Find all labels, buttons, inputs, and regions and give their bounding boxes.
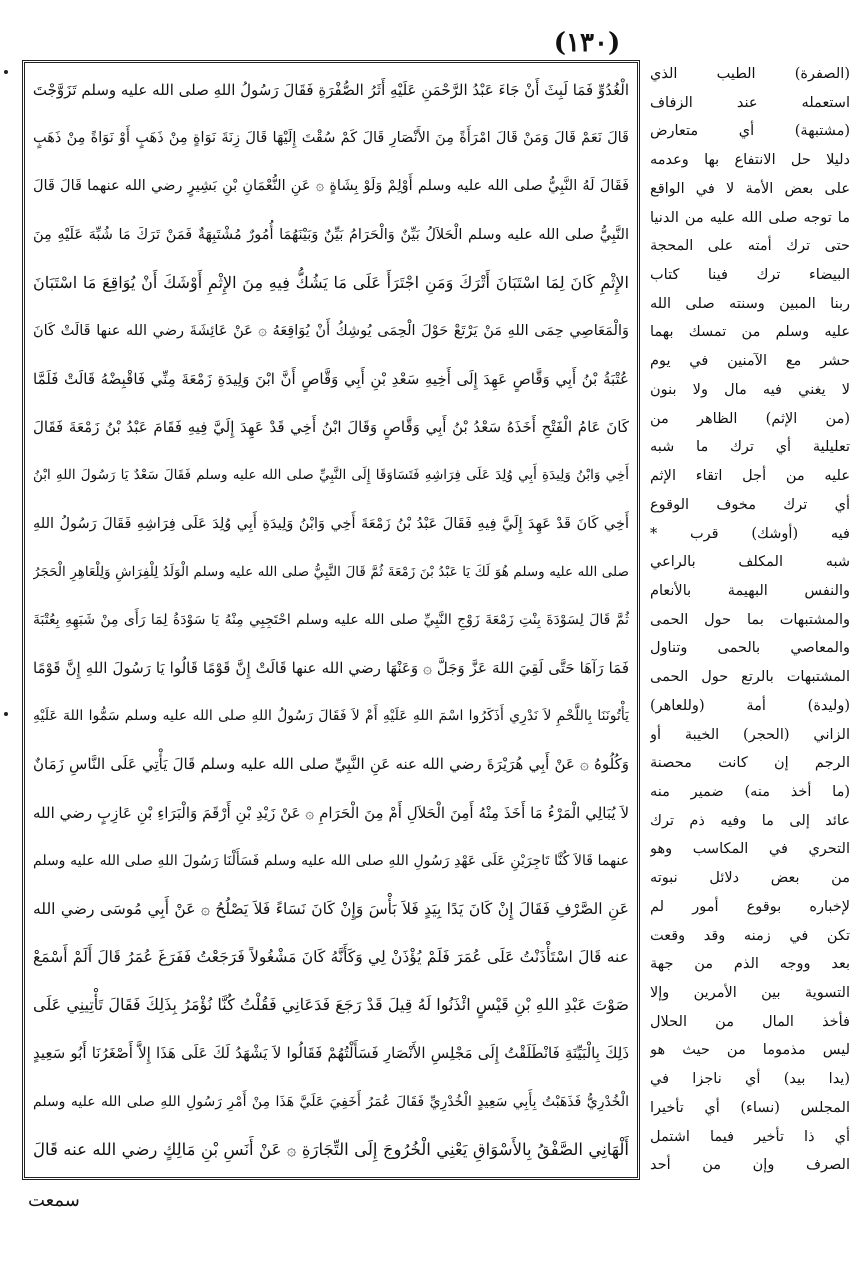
main-text-frame — [22, 60, 640, 1180]
main-text-line: عنه قَالَ اسْتَأْذَنْتُ عَلَى عُمَرَ فَلَمْ يُؤْذَنْ لِي وَكَأَنَّهُ كَانَ مَشْغُولاً فَرَجَعْتُ فَفَرَغَ عُمَرُ قَالَ أَلَمْ أَسْمَعْ — [33, 948, 629, 967]
margin-note-line: الصرف وإن من أحد — [650, 1157, 850, 1174]
margin-note-line: لإخباره بوقوع أمور لم — [650, 898, 850, 915]
margin-note-line: فيه (أوشك) قرب * — [650, 525, 850, 542]
margin-note-line: من بعض دلائل نبوته — [650, 870, 850, 887]
margin-note-line: عليه وسلم من تمسك بهما — [650, 324, 850, 341]
margin-note-line: فأخذ المال من الحلال — [650, 1013, 850, 1030]
main-text-line: صلى الله عليه وسلم هُوَ لَكَ يَا عَبْدُ بْنَ زَمْعَةَ ثُمَّ قَالَ النَّبِيُّ صلى الله عليه وسلم الْوَلَدُ لِلْفِرَاشِ وَلِلْعَاهِرِ الْحَجَرُ — [33, 563, 629, 580]
margin-note-line: (الصفرة) الطيب الذي — [650, 66, 850, 82]
margin-note-line: تعليلية أي ترك ما شبه — [650, 439, 850, 456]
margin-note-line: دليلا حل الانتفاع بها وعدمه — [650, 152, 850, 169]
margin-note-line: عليه من أجل اتقاء الإثم — [650, 468, 850, 485]
margin-note-line: بعد ووجه الذم من جهة — [650, 956, 850, 973]
main-text-line: النَّبِيُّ صلى الله عليه وسلم الْحَلاَلُ بَيِّنٌ وَالْحَرَامُ بَيِّنٌ وَبَيْنَهُمَا أُمُورٌ مُشْتَبِهَةٌ فَمَنْ تَرَكَ مَا شُبِّهَ عَلَيْهِ مِنَ — [33, 226, 629, 243]
margin-note-line: أي ترك مخوف الوقوع — [650, 496, 850, 513]
main-text-line: ثُمَّ قَالَ لِسَوْدَةَ بِنْتِ زَمْعَةَ زَوْجِ النَّبِيِّ صلى الله عليه وسلم احْتَجِبِي مِنْهُ يَا سَوْدَةُ لِمَا رَأَى مِنْ شَبَهِهِ بِعُتْبَةَ — [33, 611, 629, 628]
margin-note-line: البيضاء ترك فينا كتاب — [650, 267, 850, 284]
margin-note-line: والنفس البهيمة بالأنعام — [650, 582, 850, 599]
margin-note-line: حتى ترك أمته على المحجة — [650, 238, 850, 255]
margin-note-line: الرجم إن كانت محصنة — [650, 755, 850, 772]
main-text-line: وَكُلُوهُ ۞ عَنْ أَبِي هُرَيْرَةَ رضي الله عنه عَنِ النَّبِيِّ صلى الله عليه وسلم قَالَ يَأْتِي عَلَى النَّاسِ زَمَانٌ — [33, 755, 629, 774]
main-text-line: فَقَالَ لَهُ النَّبِيُّ صلى الله عليه وسلم أَوْلِمْ وَلَوْ بِشَاةٍ ۞ عَنِ النُّعْمَانِ بْنِ بَشِيرٍ رضي الله عنهما قَالَ قَالَ — [33, 178, 629, 195]
main-text-line: الْغُدُوِّ فَمَا لَبِثَ أَنْ جَاءَ عَبْدُ الرَّحْمَنِ عَلَيْهِ أَثَرُ الصُّفْرَةِ فَقَالَ رَسُولُ اللهِ صلى الله عليه وسلم تَزَوَّجْتَ — [33, 81, 629, 99]
margin-note-line: المشتبهات بالرتع حول الحمى — [650, 669, 850, 686]
catchword: سمعت — [28, 1190, 80, 1211]
margin-note-line: (من الإثم) الظاهر من — [650, 410, 850, 427]
margin-note-line: تكن في زمنه وقد وقعت — [650, 927, 850, 944]
main-text-line: فَمَا رَآهَا حَتَّى لَقِيَ اللهَ عَزَّ وَجَلَّ ۞ وَعَنْهَا رضي الله عنها قَالَتْ إِنَّ قَوْمًا قَالُوا يَا رَسُولَ اللهِ إِنَّ قَوْمًا — [33, 659, 629, 678]
main-text-line: عَنِ الصَّرْفِ فَقَالَ إِنْ كَانَ يَدًا بِيَدٍ فَلاَ بَأْسَ وَإِنْ كَانَ نَسَاءً فَلاَ يَصْلُحُ ۞ عَنْ أَبِي مُوسَى رضي الله — [33, 899, 629, 918]
page-number: (١٣٠) — [553, 28, 621, 58]
margin-note-line: ربنا المبين وسنته صلى الله — [650, 295, 850, 312]
main-text-line: عنهما قَالاَ كُنَّا تَاجِرَيْنِ عَلَى عَهْدِ رَسُولِ اللهِ صلى الله عليه وسلم فَسَأَلْنَا رَسُولَ اللهِ صلى الله عليه وسلم — [33, 852, 629, 869]
main-text-body — [33, 69, 629, 1171]
margin-note-line: عائد إلى ما وفيه ذم ترك — [650, 812, 850, 829]
margin-note-line: لا يغني فيه مال ولا بنون — [650, 381, 850, 398]
main-text-line: يَأْتُونَنَا بِاللَّحْمِ لاَ نَدْرِي أَذَكَرُوا اسْمَ اللهِ عَلَيْهِ أَمْ لاَ فَقَالَ رَسُولُ اللهِ صلى الله عليه وسلم سَمُّوا اللهَ عَلَيْهِ — [33, 708, 629, 725]
margin-note-line: على بعض الأمة لا في الواقع — [650, 180, 850, 197]
margin-note-line: ما توجه صلى الله عليه من الدنيا — [650, 209, 850, 226]
margin-note-line: (مشتبهة) أي متعارض — [650, 123, 850, 140]
main-text-line: صَوْتَ عَبْدِ اللهِ بْنِ قَيْسٍ ائْذَنُوا لَهُ قِيلَ قَدْ رَجَعَ فَدَعَانِي فَقُلْتُ كُنَّا نُؤْمَرُ بِذَلِكَ فَقَالَ تَأْتِينِي عَلَى — [33, 995, 629, 1015]
margin-note-line: استعمله عند الزفاف — [650, 94, 850, 111]
main-text-line: عُتْبَةُ بْنُ أَبِي وَقَّاصٍ عَهِدَ إِلَى أَخِيهِ سَعْدِ بْنِ أَبِي وَقَّاصٍ أَنَّ ابْنَ وَلِيدَةِ زَمْعَةَ مِنِّي فَاقْبِضْهُ قَالَتْ فَلَمَّا — [33, 370, 629, 389]
margin-note-line: حشر مع الآمنين في يوم — [650, 353, 850, 370]
margin-note-line: أي ذا تأخير فيما اشتمل — [650, 1128, 850, 1145]
main-text-line: الإِثْمِ كَانَ لِمَا اسْتَبَانَ أَتْرَكَ وَمَنِ اجْتَرَأَ عَلَى مَا يَشُكُّ فِيهِ مِنَ الإِثْمِ أَوْشَكَ أَنْ يُوَاقِعَ مَا اسْتَبَانَ — [33, 272, 629, 292]
margin-note-line: (ما أخذ منه) ضمير منه — [650, 783, 850, 800]
margin-note-line: ليس مذموما من حيث هو — [650, 1042, 850, 1059]
main-text-line: أَخِي كَانَ قَدْ عَهِدَ إِلَيَّ فِيهِ فَقَالَ عَبْدُ بْنُ زَمْعَةَ أَخِي وَابْنُ وَلِيدَةِ أَبِي وُلِدَ عَلَى فِرَاشِهِ فَقَالَ رَسُولُ اللهِ — [33, 515, 629, 532]
margin-note-line: شبه المكلف بالراعي — [650, 554, 850, 571]
margin-note-line: المجلس (نساء) أي تأخيرا — [650, 1099, 850, 1116]
edge-mark — [4, 712, 8, 716]
margin-commentary — [650, 60, 850, 1180]
margin-note-line: التسوية بين الأمرين وإلا — [650, 985, 850, 1001]
margin-note-line: (يدا بيد) أي ناجزا في — [650, 1071, 850, 1088]
main-text-line: لاَ يُبَالِي الْمَرْءُ مَا أَخَذَ مِنْهُ أَمِنَ الْحَلاَلِ أَمْ مِنَ الْحَرَامِ ۞ عَنْ زَيْدِ بْنِ أَرْقَمَ وَالْبَرَاءِ بْنِ عَازِبٍ رضي الله — [33, 803, 629, 822]
main-text-line: وَالْمَعَاصِي حِمَى اللهِ مَنْ يَرْتَعْ حَوْلَ الْحِمَى يُوشِكُ أَنْ يُوَاقِعَهُ ۞ عَنْ عَائِشَةَ رضي الله عنها قَالَتْ كَانَ — [33, 322, 629, 339]
margin-note-line: والمشتبهات بما حول الحمى — [650, 611, 850, 628]
margin-note-line: الزاني (الحجر) الخيبة أو — [650, 726, 850, 743]
margin-note-line: (وليدة) أمة (وللعاهر) — [650, 697, 850, 714]
margin-note-line: والمعاصي بالحمى وتناول — [650, 640, 850, 657]
edge-mark — [4, 70, 8, 74]
main-text-line: كَانَ عَامُ الْفَتْحِ أَخَذَهُ سَعْدُ بْنُ أَبِي وَقَّاصٍ وَقَالَ ابْنُ أَخِي قَدْ عَهِدَ إِلَيَّ فِيهِ فَقَامَ عَبْدُ بْنُ زَمْعَةَ فَقَالَ — [33, 418, 629, 437]
margin-note-line: التحري في المكاسب وهو — [650, 841, 850, 858]
main-text-line: قَالَ نَعَمْ قَالَ وَمَنْ قَالَ امْرَأَةً مِنَ الأَنْصَارِ قَالَ كَمْ سُقْتَ إِلَيْهَا قَالَ زِنَةَ نَوَاةٍ مِنْ ذَهَبٍ أَوْ نَوَاةً مِنْ ذَهَبٍ — [33, 130, 629, 147]
main-text-line: ذَلِكَ بِالْبَيِّنَةِ فَانْطَلَقْتُ إِلَى مَجْلِسِ الأَنْصَارِ فَسَأَلْتُهُمْ فَقَالُوا لاَ يَشْهَدُ لَكَ عَلَى هَذَا إِلاَّ أَصْغَرُنَا أَبُو سَعِيدٍ — [33, 1044, 629, 1063]
main-text-line: أَلْهَانِي الصَّفْقُ بِالأَسْوَاقِ يَعْنِي الْخُرُوجَ إِلَى التِّجَارَةِ ۞ عَنْ أَنَسِ بْنِ مَالِكٍ رضي الله عنه قَالَ — [33, 1139, 629, 1159]
main-text-line: أَخِي وَابْنُ وَلِيدَةِ أَبِي وُلِدَ عَلَى فِرَاشِهِ فَتَسَاوَقَا إِلَى النَّبِيِّ صلى الله عليه وسلم فَقَالَ سَعْدٌ يَا رَسُولَ اللهِ ابْنُ — [33, 467, 629, 484]
main-text-line: الْخُدْرِيُّ فَذَهَبْتُ بِأَبِي سَعِيدٍ الْخُدْرِيِّ فَقَالَ عُمَرُ أَخَفِيَ عَلَيَّ هَذَا مِنْ أَمْرِ رَسُولِ اللهِ صلى الله عليه وسلم — [33, 1093, 629, 1110]
